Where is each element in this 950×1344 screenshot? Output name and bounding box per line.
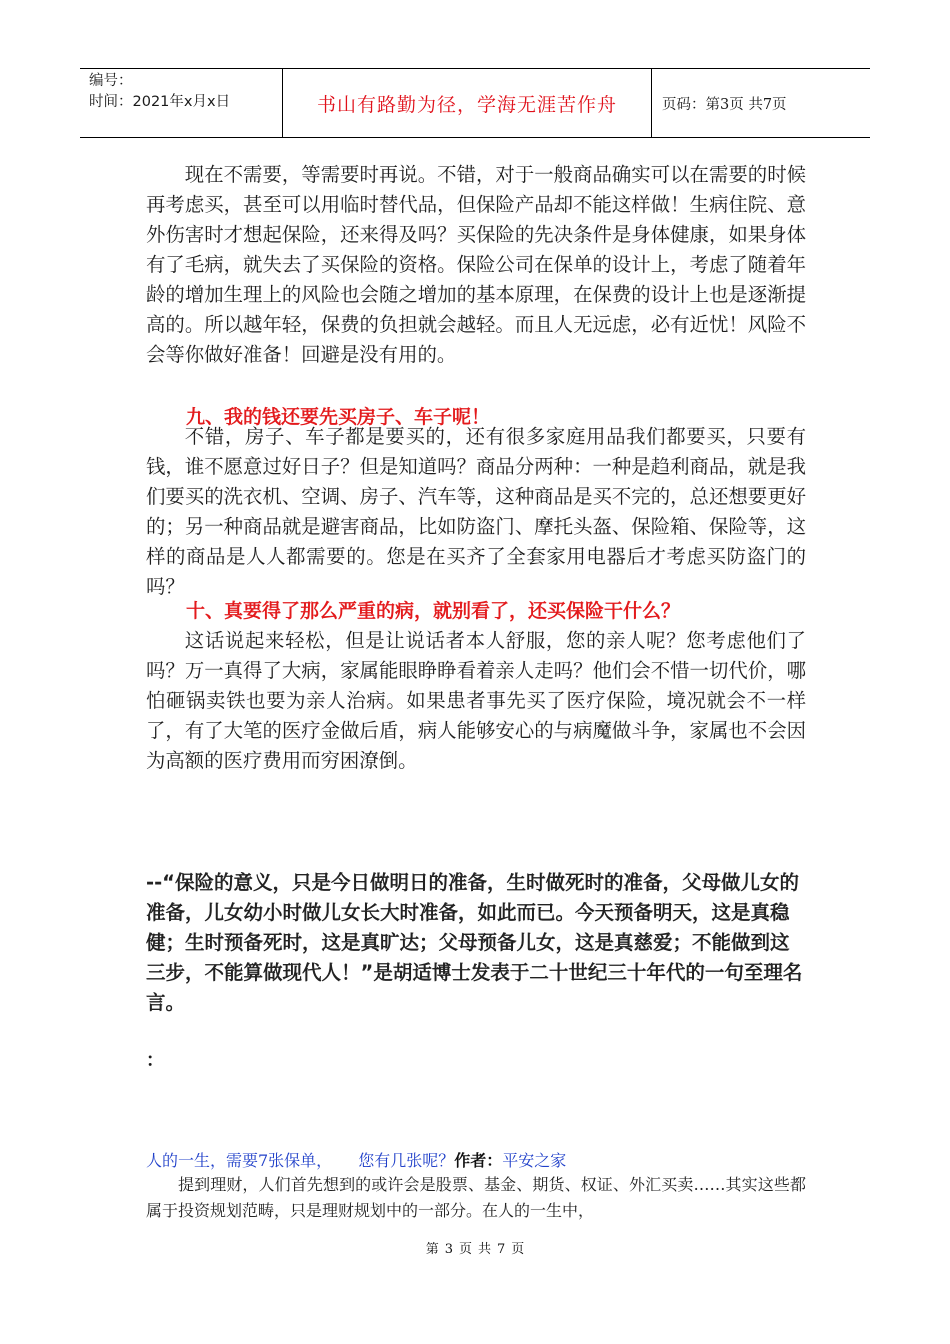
footer-page-a: 第	[425, 1242, 439, 1257]
paragraph-3: 这话说起来轻松，但是让说话者本人舒服，您的亲人呢？您考虑他们了吗？万一真得了大病，家属能眼睁睁看着亲人走吗？他们会不惜一切代价，哪怕砸锅卖铁也要为亲人治病。如果患者事先买了医疗保险，境况就会不一样了，有了大笔的医疗金做后盾，病人能够安心的与病魔做斗争，家属也不会因为高额的医疗费用而穷困潦倒。	[146, 629, 806, 772]
stray-colon: ：	[146, 1050, 164, 1071]
article-title-part-a: 人的一生，需要7张保单，	[146, 1151, 333, 1170]
heading-10: 十、真要得了那么严重的病，就别看了，还买保险干什么？	[186, 600, 681, 622]
number-label: 编号：	[89, 73, 133, 89]
author-name: 平安之家	[502, 1151, 567, 1170]
page-footer	[0, 1238, 950, 1257]
hu-shi-quote: --“保险的意义，只是今日做明日的准备，生时做死时的准备，父母做儿女的准备，儿女幼小时做儿女长大时准备，如此而已。今天预备明天，这是真稳健；生时预备死时，这是真旷达；父母预备儿女，这是真慈爱；不能做到这三步，不能算做现代人！”是胡适博士发表于二十世纪三十年代的一句至理名言。	[146, 871, 803, 1014]
footer-total-num: 7	[497, 1242, 506, 1257]
header-info-cell	[80, 69, 282, 137]
heading-9: 九、我的钱还要先买房子、车子呢！	[186, 406, 491, 428]
footer-total-b: 页	[511, 1242, 525, 1257]
paragraph-1: 现在不需要，等需要时再说。不错，对于一般商品确实可以在需要的时候再考虑买，甚至可以用临时替代品，但保险产品却不能这样做！生病住院、意外伤害时才想起保险，还来得及吗？买保险的先决条件是身体健康，如果身体有了毛病，就失去了买保险的资格。保险公司在保单的设计上，考虑了随着年龄的增加生理上的风险也会随之增加的基本原理，在保费的设计上也是逐渐提高的。所以越年轻，保费的负担就会越轻。而且人无远虑，必有近忧！风险不会等你做好准备！回避是没有用的。	[146, 163, 806, 366]
paragraph-2: 不错，房子、车子都是要买的，还有很多家庭用品我们都要买，只要有钱，谁不愿意过好日子？但是知道吗？商品分两种：一种是趋利商品，就是我们要买的洗衣机、空调、房子、汽车等，这种商品是买不完的，总还想要更好的；另一种商品就是避害商品，比如防盗门、摩托头盔、保险箱、保险等，这样的商品是人人都需要的。您是在买齐了全套家用电器后才考虑买防盗门的吗？	[146, 425, 806, 598]
article-body: 提到理财，人们首先想到的或许会是股票、基金、期货、权证、外汇买卖……其实这些都属于投资规划范畴，只是理财规划中的一部分。在人的一生中，	[146, 1175, 806, 1220]
footer-page-b: 页	[458, 1242, 472, 1257]
author-label: 作者：	[454, 1151, 503, 1170]
footer-total-a: 共	[478, 1242, 492, 1257]
header-motto: 书山有路勤为径，学海无涯苦作舟	[282, 69, 652, 137]
page-header	[80, 68, 870, 138]
article-title-part-b: 您有几张呢？	[358, 1151, 455, 1170]
time-label: 时间：2021年x月x日	[89, 94, 231, 110]
header-page-label: 页码：第3页 共7页	[662, 96, 787, 113]
footer-page-num: 3	[444, 1242, 453, 1257]
article-title	[146, 1148, 566, 1171]
